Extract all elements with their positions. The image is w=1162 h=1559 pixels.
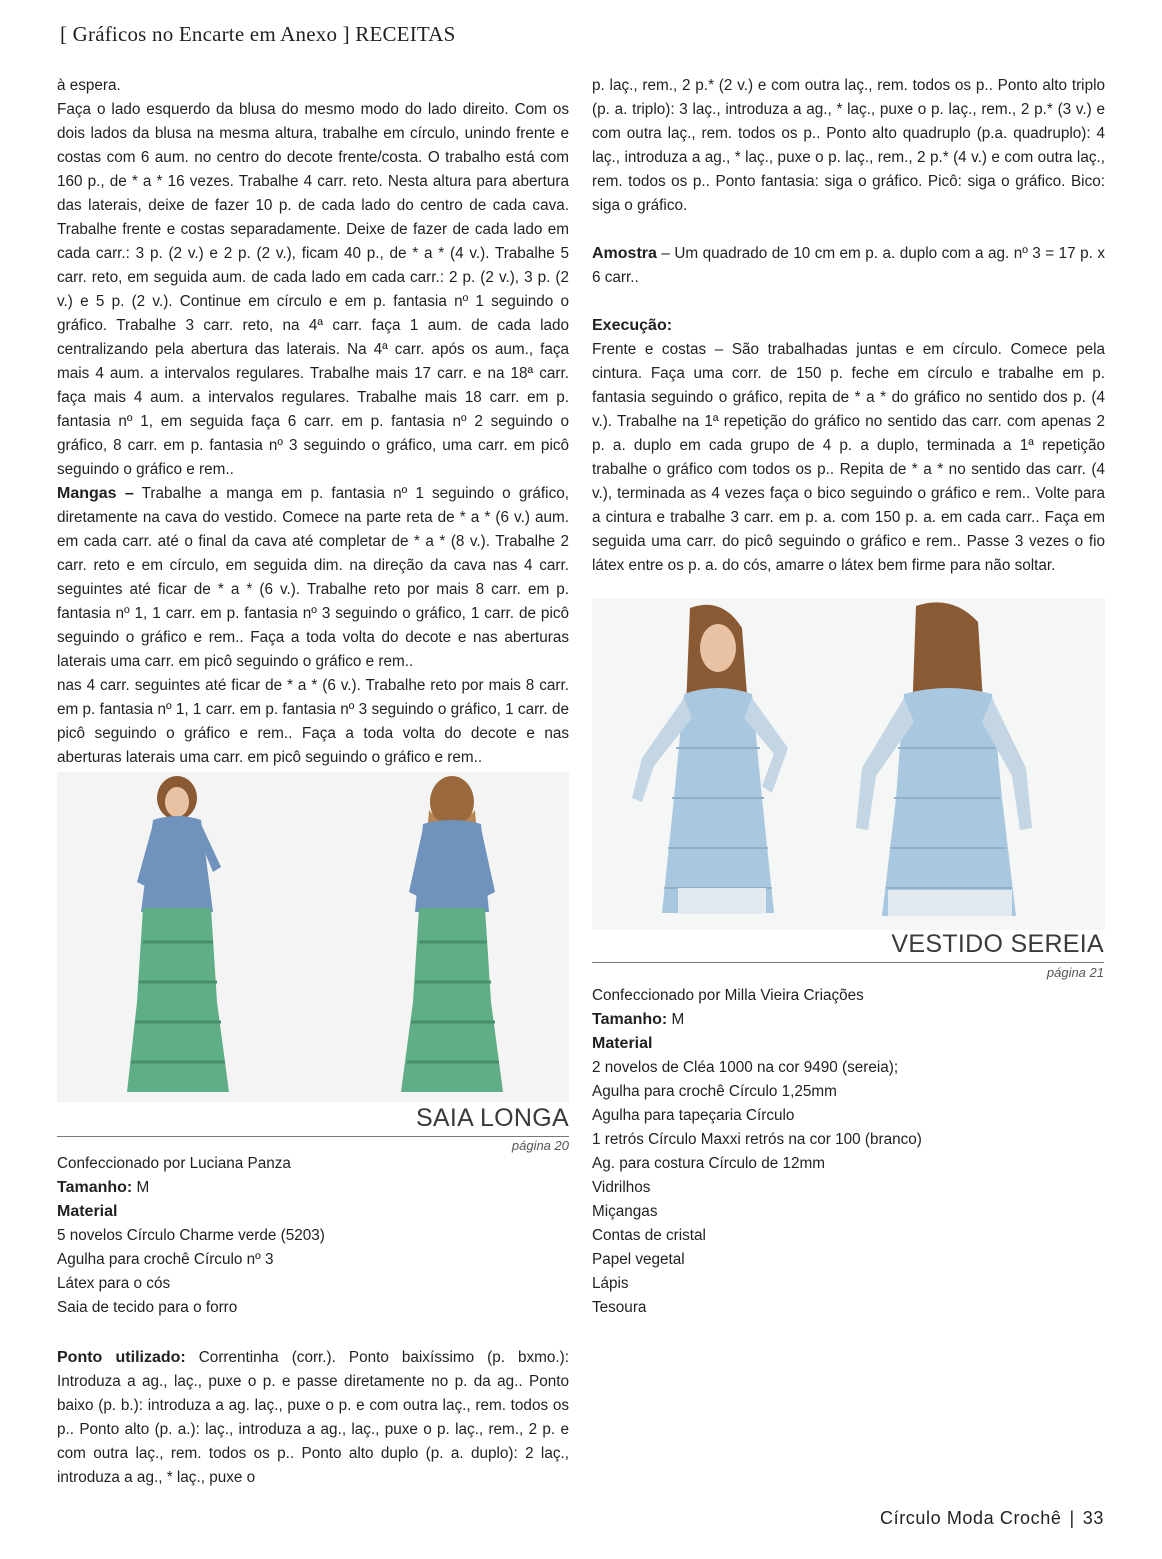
material-item: Miçangas [592, 1203, 658, 1220]
material-item: Agulha para crochê Círculo 1,25mm [592, 1083, 837, 1100]
dress-photo [592, 598, 1105, 930]
material-item: Agulha para tapeçaria Círculo [592, 1107, 795, 1124]
skirt-credit: Confeccionado por Luciana Panza [57, 1155, 291, 1172]
left-column-text [57, 74, 569, 770]
amostra-label: Amostra [592, 245, 657, 262]
page-footer [880, 1508, 1104, 1529]
material-label: Material [57, 1203, 118, 1220]
ponto-text: Correntinha (corr.). Ponto baixíssimo (p. bxmo.): Introduza a ag., laç., puxe o p. e passe diretamente no p. da ag.. Ponto baixo (p. b.): introduza a ag. laç., puxe o p. e com outra laç., rem. todos os p.. Ponto alto (p. a.): laç., introduza a ag., laç., puxe o p. laç., rem., 2 p. e com outra laç., rem. todos os p.. Ponto alto duplo (p. a. duplo): 2 laç., introduza a ag., * laç., puxe o [57, 1349, 570, 1486]
material-item: Contas de cristal [592, 1227, 706, 1244]
right-column-text [592, 74, 1105, 578]
ponto-label: Ponto utilizado: [57, 1349, 186, 1366]
dress-page-ref: página 21 [1046, 965, 1104, 980]
material-item: Ag. para costura Círculo de 12mm [592, 1155, 825, 1172]
material-item: 5 novelos Círculo Charme verde (5203) [57, 1227, 325, 1244]
magazine-name: Círculo Moda Crochê [880, 1508, 1062, 1528]
amostra-text: – Um quadrado de 10 cm em p. a. duplo com a ag. nº 3 = 17 p. x 6 carr.. [592, 245, 1105, 286]
mangas-label: Mangas – [57, 485, 134, 502]
material-item: Saia de tecido para o forro [57, 1299, 238, 1316]
material-item: Papel vegetal [592, 1251, 685, 1268]
execucao-label: Execução: [592, 317, 673, 334]
dress-divider [592, 962, 1104, 963]
dress-title: VESTIDO SEREIA [891, 930, 1104, 958]
skirt-photo [57, 772, 569, 1102]
paragraph: à espera. [57, 77, 121, 94]
paragraph: Faça o lado esquerdo da blusa do mesmo modo do lado direito. Com os dois lados da blusa na mesma altura, trabalhe em círculo, unindo frente e costas com 6 aum. no centro do decote frente/costa. O trabalho está com 160 p., de * a * 16 vezes. Trabalhe 4 carr. reto. Nesta altura para abertura das laterais, deixe de fazer 10 p. de cada lado do centro de cada cava. Trabalhe frente e costas separadamente. Deixe de fazer de cada lado em cada carr.: 3 p. (2 v.) e 2 p. (2 v.), ficam 40 p., de * a * (4 v.). Trabalhe 5 carr. reto, em seguida aum. de cada lado em cada carr.: 2 p. (2 v.), 3 p. (2 v.) e 5 p. (2 v.). Continue em círculo e em p. fantasia nº 1 seguindo o gráfico. Trabalhe 3 carr. reto, na 4ª carr. faça 1 aum. de cada lado centralizando pela abertura das laterais. Na 4ª carr. após os aum., faça mais 4 aum. a intervalos regulares. Trabalhe mais 17 carr. e na 18ª carr. faça mais 4 aum. a intervalos regulares. Trabalhe mais 18 carr. em p. fantasia nº 1, em seguida faça 6 carr. em p. fantasia nº 2 seguindo o gráfico, 8 carr. em p. fantasia nº 3 seguindo o gráfico, uma carr. em picô seguindo o gráfico e rem.. [57, 101, 569, 478]
ponto-paragraph [57, 1346, 569, 1490]
mangas-paragraph [57, 482, 569, 674]
skirt-size [57, 1176, 569, 1200]
material-item: 1 retrós Círculo Maxxi retrós na cor 100 (branco) [592, 1131, 922, 1148]
skirt-title: SAIA LONGA [415, 1104, 569, 1132]
dress-credits [592, 984, 1104, 1320]
material-item: Látex para o cós [57, 1275, 171, 1292]
size-value: M [667, 1011, 685, 1028]
material-item: 2 novelos de Cléa 1000 na cor 9490 (sereia); [592, 1059, 899, 1076]
footer-separator: | [1069, 1508, 1075, 1528]
dress-size [592, 1008, 1104, 1032]
paragraph: p. laç., rem., 2 p.* (2 v.) e com outra laç., rem. todos os p.. Ponto alto triplo (p. a. triplo): 3 laç., introduza a ag., * laç., puxe o p. laç., rem., 2 p.* (3 v.) e com outra laç., rem. todos os p.. Ponto alto quadruplo (p.a. quadruplo): 4 laç., introduza a ag., * laç., puxe o p. laç., rem., 2 p.* (4 v.) e com outra laç., rem. todos os p.. Ponto fantasia: siga o gráfico. Picô: siga o gráfico. Bico: siga o gráfico. [592, 77, 1105, 214]
size-label: Tamanho: [57, 1179, 133, 1196]
material-label: Material [592, 1035, 653, 1052]
skirt-divider [57, 1136, 569, 1137]
size-value: M [132, 1179, 150, 1196]
mangas-text: Trabalhe a manga em p. fantasia nº 1 seguindo o gráfico, diretamente na cava do vestido. Comece na parte reta de * a * (6 v.) aum. em cada carr. até o final da cava até completar de * a * (8 v.). Trabalhe 2 carr. reto e em círculo, em seguida dim. na direção da cava nas 4 carr. seguintes até ficar de * a * (6 v.). Trabalhe reto por mais 8 carr. em p. fantasia nº 1, 1 carr. em p. fantasia nº 3 seguindo o gráfico, 1 carr. de picô seguindo o gráfico e rem.. Faça a toda volta do decote e nas aberturas laterais uma carr. em picô seguindo o gráfico e rem.. [57, 485, 569, 670]
material-item: Tesoura [592, 1299, 647, 1316]
ponto-utilizado [57, 1346, 569, 1490]
amostra-paragraph [592, 242, 1105, 290]
execucao-text: Frente e costas – São trabalhadas juntas e em círculo. Comece pela cintura. Faça uma corr. de 150 p. feche em círculo e trabalhe em p. fantasia seguindo o gráfico, repita de * a * do gráfico no sentido dos p. (4 v.). Trabalhe na 1ª repetição do gráfico no sentido das carr. com apenas 2 p. a. duplo em cada grupo de 4 p. a duplo, terminada a 1ª repetição trabalhe o gráfico com todos os p.. Repita de * a * no sentido das carr. (4 v.), terminada as 4 vezes faça o bico seguindo o gráfico e rem.. Volte para a cintura e trabalhe 3 carr. em p. a. com 150 p. a. em cada carr.. Faça em seguida uma carr. do picô seguindo o gráfico e rem.. Passe 3 vezes o fio látex entre os p. a. do cós, amarre o látex bem firme para não soltar. [592, 341, 1105, 574]
dress-credit: Confeccionado por Milla Vieira Criações [592, 987, 864, 1004]
skirt-page-ref: página 20 [511, 1138, 569, 1153]
size-label: Tamanho: [592, 1011, 668, 1028]
page-number: 33 [1082, 1508, 1104, 1528]
page-header: [ Gráficos no Encarte em Anexo ] RECEITAS [60, 22, 456, 46]
paragraph: nas 4 carr. seguintes até ficar de * a * (6 v.). Trabalhe reto por mais 8 carr. em p. fantasia nº 1, 1 carr. em p. fantasia nº 3 seguindo o gráfico, 1 carr. de picô seguindo o gráfico e rem.. Faça a toda volta do decote e nas aberturas laterais uma carr. em picô seguindo o gráfico e rem.. [57, 677, 569, 766]
material-item: Vidrilhos [592, 1179, 651, 1196]
material-item: Lápis [592, 1275, 629, 1292]
skirt-credits [57, 1152, 569, 1320]
material-item: Agulha para crochê Círculo nº 3 [57, 1251, 274, 1268]
